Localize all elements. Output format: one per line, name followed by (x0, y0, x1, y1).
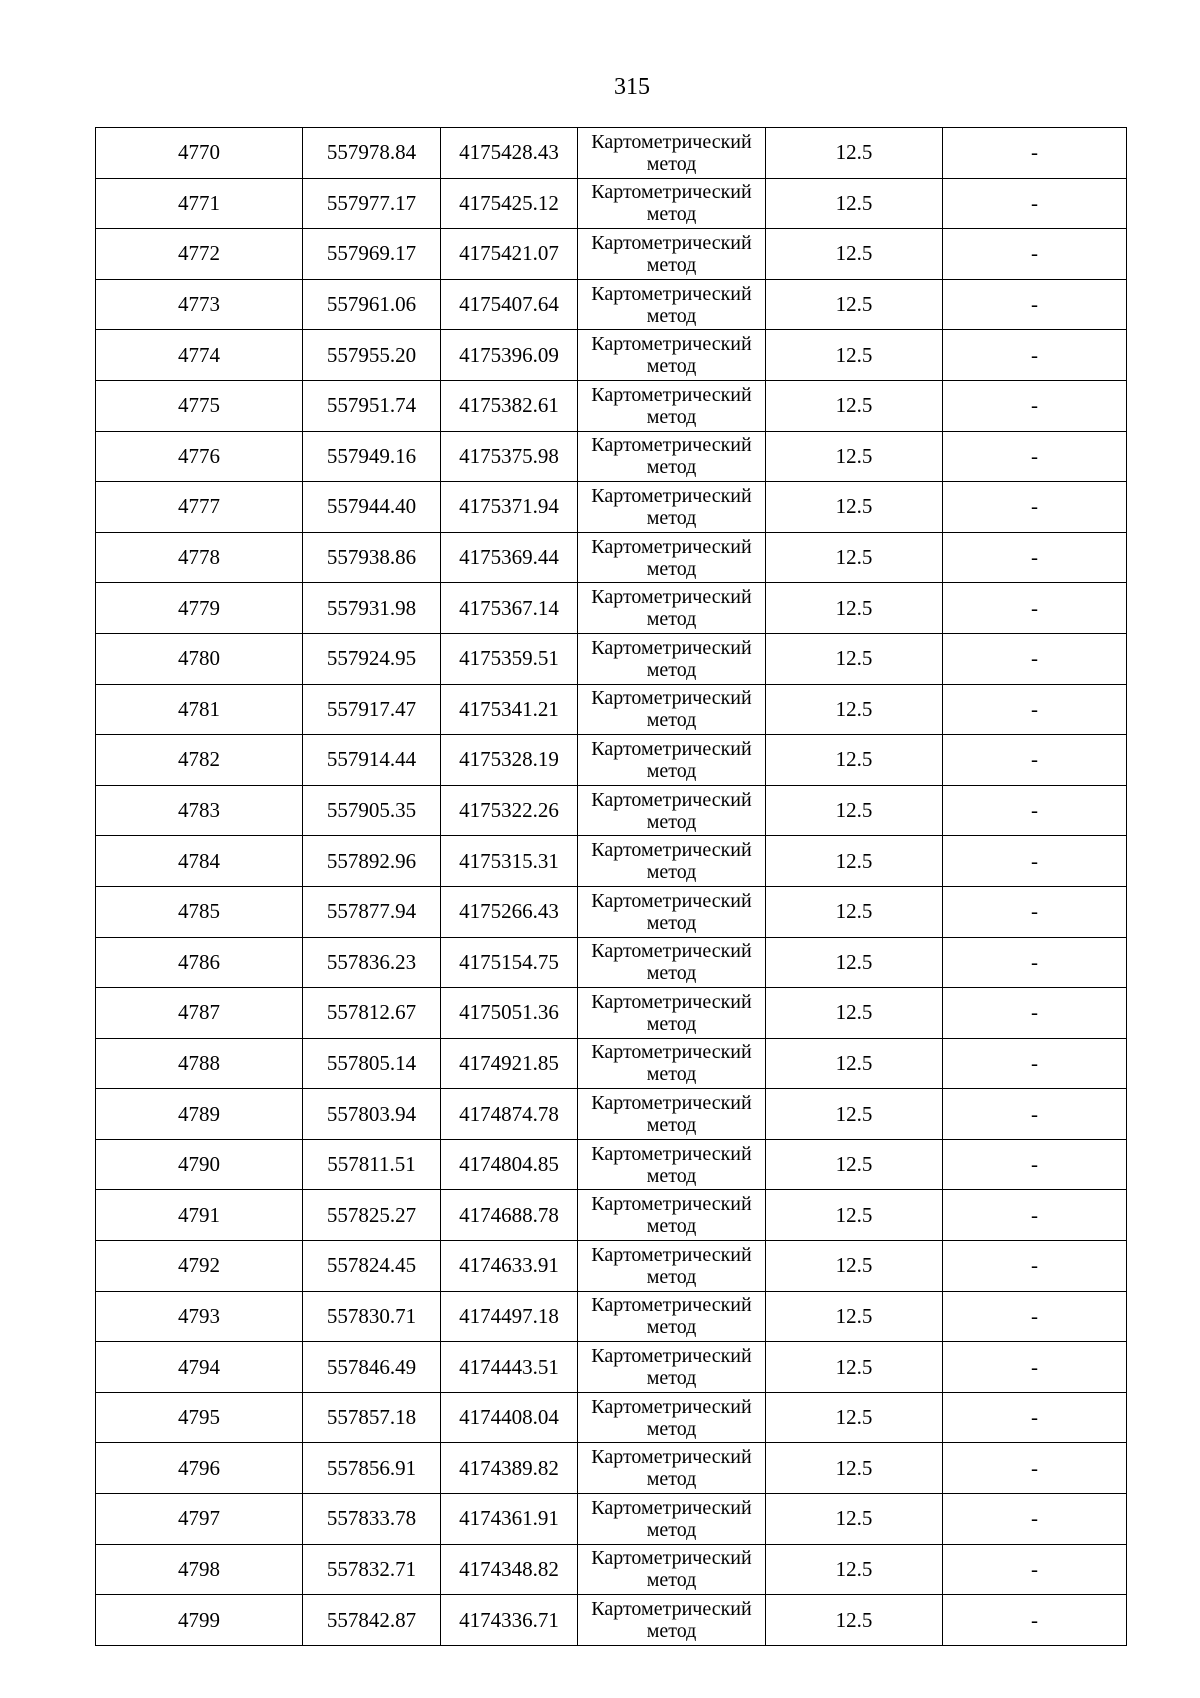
y-coordinate-cell: 4174336.71 (441, 1595, 578, 1646)
method-cell: Картометрический метод (578, 633, 766, 684)
x-coordinate-cell: 557978.84 (303, 128, 441, 179)
point-number-cell: 4779 (96, 583, 303, 634)
point-number-cell: 4781 (96, 684, 303, 735)
x-coordinate-cell: 557914.44 (303, 735, 441, 786)
y-coordinate-cell: 4174804.85 (441, 1139, 578, 1190)
note-cell: - (943, 1392, 1127, 1443)
note-cell: - (943, 1139, 1127, 1190)
note-cell: - (943, 684, 1127, 735)
x-coordinate-cell: 557917.47 (303, 684, 441, 735)
method-cell: Картометрический метод (578, 1443, 766, 1494)
x-coordinate-cell: 557969.17 (303, 229, 441, 280)
point-number-cell: 4798 (96, 1544, 303, 1595)
note-cell: - (943, 532, 1127, 583)
point-number-cell: 4778 (96, 532, 303, 583)
x-coordinate-cell: 557938.86 (303, 532, 441, 583)
accuracy-cell: 12.5 (766, 633, 943, 684)
table-row (96, 532, 1127, 583)
method-cell: Картометрический метод (578, 836, 766, 887)
x-coordinate-cell: 557924.95 (303, 633, 441, 684)
table-row (96, 1241, 1127, 1292)
note-cell: - (943, 1190, 1127, 1241)
y-coordinate-cell: 4175428.43 (441, 128, 578, 179)
note-cell: - (943, 937, 1127, 988)
table-row (96, 1038, 1127, 1089)
note-cell: - (943, 128, 1127, 179)
table-row (96, 1494, 1127, 1545)
note-cell: - (943, 1494, 1127, 1545)
method-cell: Картометрический метод (578, 735, 766, 786)
table-row (96, 583, 1127, 634)
accuracy-cell: 12.5 (766, 735, 943, 786)
y-coordinate-cell: 4174497.18 (441, 1291, 578, 1342)
accuracy-cell: 12.5 (766, 583, 943, 634)
accuracy-cell: 12.5 (766, 1544, 943, 1595)
method-cell: Картометрический метод (578, 583, 766, 634)
x-coordinate-cell: 557812.67 (303, 988, 441, 1039)
x-coordinate-cell: 557803.94 (303, 1089, 441, 1140)
table-row (96, 785, 1127, 836)
point-number-cell: 4791 (96, 1190, 303, 1241)
method-cell: Картометрический метод (578, 1139, 766, 1190)
accuracy-cell: 12.5 (766, 1139, 943, 1190)
method-cell: Картометрический метод (578, 1291, 766, 1342)
point-number-cell: 4796 (96, 1443, 303, 1494)
x-coordinate-cell: 557877.94 (303, 886, 441, 937)
point-number-cell: 4785 (96, 886, 303, 937)
method-cell: Картометрический метод (578, 1342, 766, 1393)
accuracy-cell: 12.5 (766, 1291, 943, 1342)
page-number: 315 (614, 74, 650, 100)
method-cell: Картометрический метод (578, 1190, 766, 1241)
table-row (96, 1544, 1127, 1595)
x-coordinate-cell: 557944.40 (303, 482, 441, 533)
note-cell: - (943, 1089, 1127, 1140)
x-coordinate-cell: 557949.16 (303, 431, 441, 482)
table-row (96, 279, 1127, 330)
point-number-cell: 4789 (96, 1089, 303, 1140)
y-coordinate-cell: 4175315.31 (441, 836, 578, 887)
x-coordinate-cell: 557951.74 (303, 380, 441, 431)
method-cell: Картометрический метод (578, 178, 766, 229)
accuracy-cell: 12.5 (766, 330, 943, 381)
y-coordinate-cell: 4175369.44 (441, 532, 578, 583)
point-number-cell: 4783 (96, 785, 303, 836)
point-number-cell: 4775 (96, 380, 303, 431)
note-cell: - (943, 785, 1127, 836)
note-cell: - (943, 583, 1127, 634)
x-coordinate-cell: 557905.35 (303, 785, 441, 836)
note-cell: - (943, 431, 1127, 482)
y-coordinate-cell: 4175371.94 (441, 482, 578, 533)
table-row (96, 380, 1127, 431)
point-number-cell: 4790 (96, 1139, 303, 1190)
point-number-cell: 4795 (96, 1392, 303, 1443)
table-row (96, 1190, 1127, 1241)
method-cell: Картометрический метод (578, 1392, 766, 1443)
method-cell: Картометрический метод (578, 380, 766, 431)
y-coordinate-cell: 4175341.21 (441, 684, 578, 735)
y-coordinate-cell: 4175359.51 (441, 633, 578, 684)
x-coordinate-cell: 557842.87 (303, 1595, 441, 1646)
table-row (96, 178, 1127, 229)
note-cell: - (943, 1038, 1127, 1089)
y-coordinate-cell: 4175328.19 (441, 735, 578, 786)
table-row (96, 1595, 1127, 1646)
note-cell: - (943, 229, 1127, 280)
y-coordinate-cell: 4174408.04 (441, 1392, 578, 1443)
method-cell: Картометрический метод (578, 988, 766, 1039)
note-cell: - (943, 178, 1127, 229)
note-cell: - (943, 1342, 1127, 1393)
accuracy-cell: 12.5 (766, 1038, 943, 1089)
table-row (96, 988, 1127, 1039)
method-cell: Картометрический метод (578, 684, 766, 735)
accuracy-cell: 12.5 (766, 1443, 943, 1494)
y-coordinate-cell: 4174348.82 (441, 1544, 578, 1595)
point-number-cell: 4774 (96, 330, 303, 381)
accuracy-cell: 12.5 (766, 279, 943, 330)
note-cell: - (943, 988, 1127, 1039)
table-row (96, 1392, 1127, 1443)
accuracy-cell: 12.5 (766, 836, 943, 887)
y-coordinate-cell: 4175367.14 (441, 583, 578, 634)
method-cell: Картометрический метод (578, 482, 766, 533)
note-cell: - (943, 1241, 1127, 1292)
method-cell: Картометрический метод (578, 937, 766, 988)
method-cell: Картометрический метод (578, 229, 766, 280)
method-cell: Картометрический метод (578, 128, 766, 179)
accuracy-cell: 12.5 (766, 1190, 943, 1241)
x-coordinate-cell: 557824.45 (303, 1241, 441, 1292)
y-coordinate-cell: 4174361.91 (441, 1494, 578, 1545)
table-row (96, 684, 1127, 735)
accuracy-cell: 12.5 (766, 380, 943, 431)
table-row (96, 937, 1127, 988)
y-coordinate-cell: 4175396.09 (441, 330, 578, 381)
method-cell: Картометрический метод (578, 1089, 766, 1140)
point-number-cell: 4786 (96, 937, 303, 988)
accuracy-cell: 12.5 (766, 431, 943, 482)
x-coordinate-cell: 557805.14 (303, 1038, 441, 1089)
point-number-cell: 4782 (96, 735, 303, 786)
y-coordinate-cell: 4175382.61 (441, 380, 578, 431)
x-coordinate-cell: 557846.49 (303, 1342, 441, 1393)
accuracy-cell: 12.5 (766, 229, 943, 280)
y-coordinate-cell: 4174874.78 (441, 1089, 578, 1140)
note-cell: - (943, 1291, 1127, 1342)
note-cell: - (943, 633, 1127, 684)
y-coordinate-cell: 4175421.07 (441, 229, 578, 280)
accuracy-cell: 12.5 (766, 785, 943, 836)
y-coordinate-cell: 4174443.51 (441, 1342, 578, 1393)
table-row (96, 886, 1127, 937)
method-cell: Картометрический метод (578, 1241, 766, 1292)
table-row (96, 431, 1127, 482)
x-coordinate-cell: 557977.17 (303, 178, 441, 229)
accuracy-cell: 12.5 (766, 1494, 943, 1545)
method-cell: Картометрический метод (578, 532, 766, 583)
point-number-cell: 4780 (96, 633, 303, 684)
y-coordinate-cell: 4175425.12 (441, 178, 578, 229)
coordinates-table (95, 127, 1127, 1646)
point-number-cell: 4788 (96, 1038, 303, 1089)
note-cell: - (943, 735, 1127, 786)
x-coordinate-cell: 557832.71 (303, 1544, 441, 1595)
point-number-cell: 4777 (96, 482, 303, 533)
x-coordinate-cell: 557955.20 (303, 330, 441, 381)
method-cell: Картометрический метод (578, 330, 766, 381)
y-coordinate-cell: 4175322.26 (441, 785, 578, 836)
accuracy-cell: 12.5 (766, 886, 943, 937)
accuracy-cell: 12.5 (766, 684, 943, 735)
y-coordinate-cell: 4174688.78 (441, 1190, 578, 1241)
accuracy-cell: 12.5 (766, 128, 943, 179)
accuracy-cell: 12.5 (766, 988, 943, 1039)
point-number-cell: 4799 (96, 1595, 303, 1646)
note-cell: - (943, 836, 1127, 887)
x-coordinate-cell: 557811.51 (303, 1139, 441, 1190)
method-cell: Картометрический метод (578, 1544, 766, 1595)
method-cell: Картометрический метод (578, 1038, 766, 1089)
note-cell: - (943, 330, 1127, 381)
table-row (96, 735, 1127, 786)
point-number-cell: 4770 (96, 128, 303, 179)
point-number-cell: 4787 (96, 988, 303, 1039)
accuracy-cell: 12.5 (766, 1342, 943, 1393)
y-coordinate-cell: 4174633.91 (441, 1241, 578, 1292)
accuracy-cell: 12.5 (766, 1595, 943, 1646)
y-coordinate-cell: 4175051.36 (441, 988, 578, 1039)
accuracy-cell: 12.5 (766, 1089, 943, 1140)
x-coordinate-cell: 557856.91 (303, 1443, 441, 1494)
note-cell: - (943, 1544, 1127, 1595)
table-row (96, 128, 1127, 179)
table-row (96, 836, 1127, 887)
method-cell: Картометрический метод (578, 1595, 766, 1646)
note-cell: - (943, 279, 1127, 330)
y-coordinate-cell: 4175266.43 (441, 886, 578, 937)
x-coordinate-cell: 557961.06 (303, 279, 441, 330)
point-number-cell: 4773 (96, 279, 303, 330)
x-coordinate-cell: 557892.96 (303, 836, 441, 887)
point-number-cell: 4771 (96, 178, 303, 229)
point-number-cell: 4793 (96, 1291, 303, 1342)
table-row (96, 330, 1127, 381)
method-cell: Картометрический метод (578, 279, 766, 330)
y-coordinate-cell: 4174921.85 (441, 1038, 578, 1089)
table-row (96, 1291, 1127, 1342)
note-cell: - (943, 1595, 1127, 1646)
accuracy-cell: 12.5 (766, 1392, 943, 1443)
accuracy-cell: 12.5 (766, 482, 943, 533)
x-coordinate-cell: 557931.98 (303, 583, 441, 634)
x-coordinate-cell: 557857.18 (303, 1392, 441, 1443)
accuracy-cell: 12.5 (766, 937, 943, 988)
y-coordinate-cell: 4174389.82 (441, 1443, 578, 1494)
note-cell: - (943, 1443, 1127, 1494)
table-row (96, 1342, 1127, 1393)
point-number-cell: 4797 (96, 1494, 303, 1545)
point-number-cell: 4792 (96, 1241, 303, 1292)
table-row (96, 633, 1127, 684)
method-cell: Картометрический метод (578, 431, 766, 482)
table-row (96, 482, 1127, 533)
point-number-cell: 4776 (96, 431, 303, 482)
point-number-cell: 4794 (96, 1342, 303, 1393)
method-cell: Картометрический метод (578, 1494, 766, 1545)
method-cell: Картометрический метод (578, 886, 766, 937)
y-coordinate-cell: 4175154.75 (441, 937, 578, 988)
x-coordinate-cell: 557830.71 (303, 1291, 441, 1342)
point-number-cell: 4784 (96, 836, 303, 887)
note-cell: - (943, 482, 1127, 533)
table-row (96, 1139, 1127, 1190)
point-number-cell: 4772 (96, 229, 303, 280)
accuracy-cell: 12.5 (766, 532, 943, 583)
y-coordinate-cell: 4175407.64 (441, 279, 578, 330)
x-coordinate-cell: 557836.23 (303, 937, 441, 988)
table-row (96, 1443, 1127, 1494)
accuracy-cell: 12.5 (766, 1241, 943, 1292)
note-cell: - (943, 380, 1127, 431)
method-cell: Картометрический метод (578, 785, 766, 836)
note-cell: - (943, 886, 1127, 937)
x-coordinate-cell: 557833.78 (303, 1494, 441, 1545)
y-coordinate-cell: 4175375.98 (441, 431, 578, 482)
table-row (96, 1089, 1127, 1140)
table-row (96, 229, 1127, 280)
x-coordinate-cell: 557825.27 (303, 1190, 441, 1241)
accuracy-cell: 12.5 (766, 178, 943, 229)
